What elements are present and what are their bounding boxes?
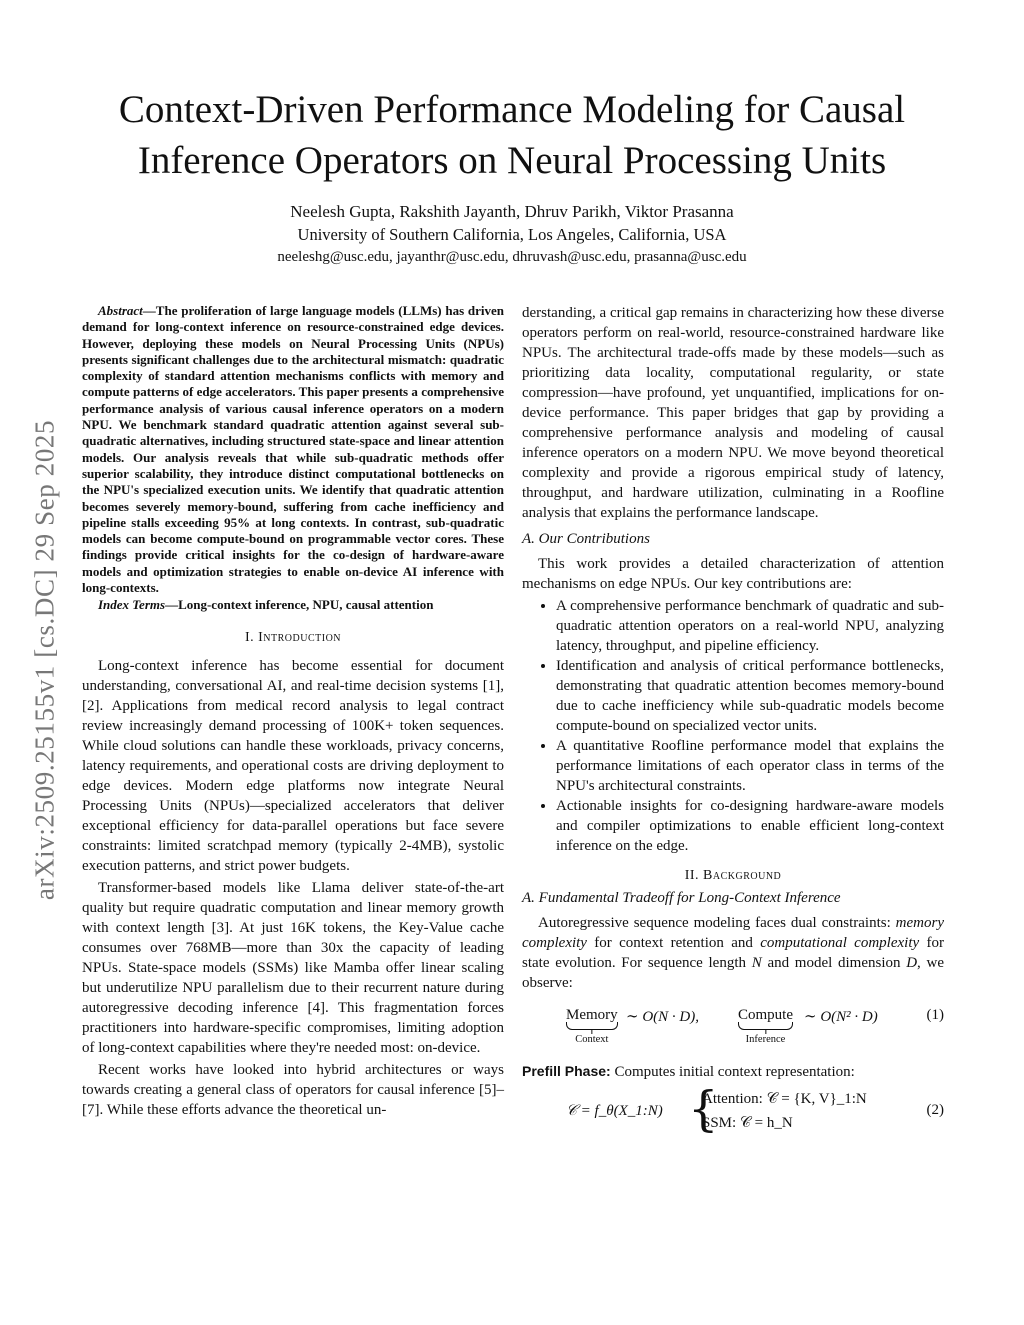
affiliation: University of Southern California, Los Angeles, California, USA [297,225,727,244]
equation-number: (1) [926,1007,944,1023]
equation-2-lhs: 𝒞 = f_θ(X_1:N) [566,1103,663,1119]
compute-underbrace: Compute Inference [738,1007,793,1045]
title-line-2: Inference Operators on Neural Processing Units [137,139,887,182]
memory-underbrace: Memory Context [566,1007,618,1045]
equation-2-case-attention: Attention: 𝒞 = {K, V}_1:N [702,1091,867,1107]
contributions-list [522,596,944,856]
underbrace-mark [566,1022,618,1030]
left-column [82,303,504,1122]
index-terms [82,597,504,613]
prefill-phase: Prefill Phase: Computes initial context representation: [522,1063,855,1080]
list-item: • A quantitative Roofline performance model that explains the performance limitations of each operator class in terms of the NPU's architectural constraints. [556,736,944,796]
intro-paragraph-2: Transformer-based models like Llama deliver state-of-the-art quality but require quadratic computation and linear memory growth with context length [3]. At just 16K tokens, the Key-Value cache consumes over 768MB—more than 30x the capacity of leading NPUs. State-space models (SSMs) like Mamba offer linear scaling but underutilize NPU parallelism due to their recurrent nature during autoregressive decoding inference [4]. This fragmentation forces practitioners into hardware-specific compromises, limiting adoption of long-context capabilities where they're needed most: on-device. [82,879,504,1056]
intro-paragraph-3: Recent works have looked into hybrid architectures or ways towards creating a general class of operators for causal inference [5]–[7]. While these efforts advance the theoretical un- [82,1061,504,1118]
author-emails: neeleshg@usc.edu, jayanthr@usc.edu, dhruvash@usc.edu, prasanna@usc.edu [277,249,747,265]
index-terms-text: —Long-context inference, NPU, causal attention [165,597,434,613]
underbrace-mark [738,1022,793,1030]
arxiv-identifier: arXiv:2509.25155v1 [cs.DC] 29 Sep 2025 [29,419,60,901]
list-item: • Actionable insights for co-designing hardware-aware models and compiler optimizations to enable efficient long-context inference on the edge. [556,796,944,856]
equation-2-case-ssm: SSM: 𝒞 = h_N [702,1115,793,1131]
abstract-text: —The proliferation of large language models (LLMs) has driven demand for long-context inference on resource-constrained edge devices. However, deploying these models on Neural Processing Units (NPUs) presents significant challenges due to the architectural mismatch: quadratic complexity of standard attention mechanisms conflicts with memory and compute patterns of edge accelerators. This paper presents a comprehensive performance analysis of various causal inference operators on a modern NPU. We benchmark standard quadratic attention against several sub-quadratic alternatives, including structured state-space and linear attention models. Our analysis reveals that while sub-quadratic methods offer superior scalability, they introduce distinct computational bottlenecks on the NPU's specialized execution units. We identify that quadratic attention becomes severely memory-bound, suffering from cache inefficiency and pipeline stalls exceeding 95% at long contexts. In contrast, sub-quadratic models can become compute-bound on programmable vector cores. These findings provide critical insights for the co-design of hardware-aware models and optimization strategies to enable on-device AI inference with long-contexts. [82,303,504,596]
section-title: Introduction [258,629,342,645]
paper-title [80,84,944,186]
compute-complexity: ∼ O(N² · D) [804,1009,878,1025]
author-names: Neelesh Gupta, Rakshith Jayanth, Dhruv Parikh, Viktor Prasanna [290,202,734,221]
contributions-intro: This work provides a detailed characterization of attention mechanisms on edge NPUs. Our key contributions are: [522,556,944,592]
list-item: • A comprehensive performance benchmark of quadratic and sub-quadratic attention operators on a real-world NPU, analyzing latency, throughput, and pipeline efficiency. [556,596,944,656]
cases-brace: { [688,1081,719,1137]
equation-1 [522,1007,944,1059]
intro-paragraph-3-continued: derstanding, a critical gap remains in characterizing how these diverse operators perform on real-world, resource-constrained hardware like NPUs. The architectural trade-offs made by these models—such as prioritizing data locality, computational regularity, or state compression—have profound, yet unquantified, implications for on-device performance. This paper bridges that gap by providing a comprehensive performance analysis and modeling of causal inference operators on a modern NPU. We move beyond theoretical complexity and provide a rigorous empirical study of latency, throughput, and hardware utilization, culminating in a Roofline analysis that explains the performance landscape. [522,305,944,521]
section-heading-introduction: I. Introduction [244,629,342,645]
prefill-label: Prefill Phase: [522,1063,611,1079]
equation-number: (2) [926,1102,944,1118]
subsection-heading-tradeoff: A. Fundamental Tradeoff for Long-Context Inference [522,890,841,906]
abstract-label: Abstract [98,303,143,318]
abstract [82,303,504,596]
subsection-heading-contributions: A. Our Contributions [522,531,650,547]
intro-paragraph-1: Long-context inference has become essential for document understanding, conversational AI, and real-time decision systems [1], [2]. Applications from medical record analysis to legal contract review increasingly demand processing of 100K+ token sequences. While cloud solutions can handle these workloads, privacy concerns, latency requirements, and operational costs are driving deployment to edge devices. Modern edge platforms now integrate Neural Processing Units (NPUs)—specialized accelerators that deliver exceptional efficiency for data-parallel operations but face severe constraints: limited scratchpad memory (typically 2-4MB), systolic execution patterns, and strict power budgets. [82,657,504,874]
equation-2 [522,1081,944,1140]
index-terms-label: Index Terms [98,597,166,613]
list-item: • Identification and analysis of critical performance bottlenecks, demonstrating that quadratic attention becomes memory-bound due to cache inefficiency while sub-quadratic models become compute-bound on specialized vector units. [556,656,944,736]
right-column [522,303,944,1140]
memory-complexity: ∼ O(N · D), [626,1009,699,1025]
section-title: Background [703,868,782,883]
title-line-1: Context-Driven Performance Modeling for Causal [118,88,906,131]
author-block [80,201,944,268]
section-heading-background: II. Background [684,868,782,883]
background-paragraph-1: Autoregressive sequence modeling faces dual constraints: memory complexity for context retention and computational complexity for state evolution. For sequence length N and model dimension D, we observe: [522,915,944,991]
